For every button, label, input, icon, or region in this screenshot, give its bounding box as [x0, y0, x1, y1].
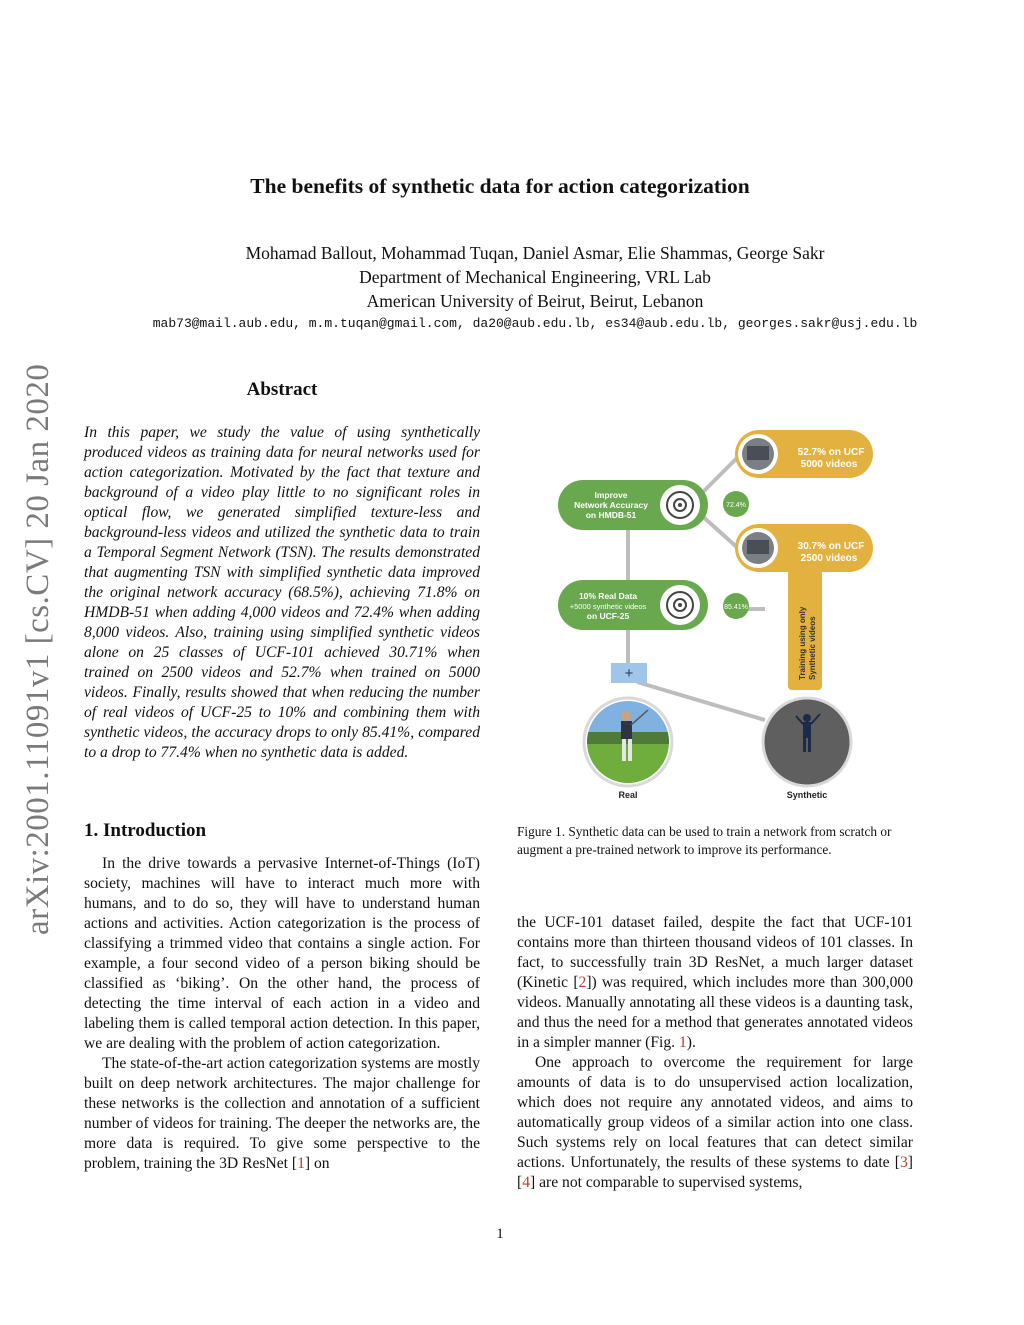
ucf-5000-line-2: 5000 videos: [800, 459, 858, 470]
right-p2-text-a: One approach to overcome the requirement for large amounts of data is to do unsupervised action localization, which does not require any annotated videos, and aims to automatically group videos of a similar action into one class. Such systems rely on local features that can detect similar actions. Unfortunately, the results of these systems to date [: [517, 1054, 913, 1171]
hmdb-line-2: Network Accuracy: [574, 500, 648, 510]
vertical-label-1: Training using only: [798, 606, 807, 680]
right-paragraph-2: [517, 1053, 913, 1193]
real-label: Real: [618, 790, 638, 800]
author-university: American University of Beirut, Beirut, Lebanon: [366, 291, 704, 311]
right-p2-text-mid: ][: [517, 1154, 913, 1191]
intro-paragraph-2: [84, 1054, 480, 1174]
right-p2-text-b: ] are not comparable to supervised systems,: [530, 1174, 803, 1191]
arxiv-side-stamp: arXiv:2001.11091v1 [cs.CV] 20 Jan 2020: [20, 363, 56, 935]
abstract-heading: Abstract: [246, 379, 318, 400]
figure-1-diagram: [540, 420, 940, 810]
right-paragraph-1: [517, 913, 913, 1053]
right-p1-text-c: ).: [686, 1034, 696, 1051]
right-column-body: [517, 913, 913, 1193]
right-p1-text-a: the UCF-101 dataset failed, despite the fact that UCF-101 contains more than thirteen thousand videos of 101 classes. In fact, to successfully train 3D ResNet, a much larger dataset (Kinetic [: [517, 914, 913, 991]
intro-p2-text-a: The state-of-the-art action categorization systems are mostly built on deep network architectures. The major challenge for these networks is the collection and annotation of a sufficient number of videos for training. The deeper the networks are, the more data is required. To give some perspective to the problem, training the 3D ResNet [: [84, 1055, 480, 1172]
paper-title: The benefits of synthetic data for action categorization: [250, 174, 750, 198]
video-frame-icon: [747, 446, 769, 460]
ucf-2500-line-2: 2500 videos: [800, 553, 858, 564]
hmdb-line-1: Improve: [594, 490, 628, 500]
citation-link-3[interactable]: 3: [900, 1154, 908, 1171]
right-p1-text-b: ]) was required, which includes more than 300,000 videos. Manually annotating all these videos is a daunting task, and thus the need for a method that generates annotated videos in a simpler manner (Fig.: [517, 974, 914, 1051]
video-frame-icon: [747, 540, 769, 554]
ucf-2500-line-1: 30.7% on UCF: [797, 541, 865, 552]
synthetic-video-frame: [763, 698, 851, 786]
citation-link-4[interactable]: 4: [522, 1174, 530, 1191]
real-10-accuracy-value: 85.41%: [724, 604, 748, 611]
real-10-line-3: on UCF-25: [586, 611, 630, 621]
author-emails: mab73@mail.aub.edu, m.m.tuqan@gmail.com, da20@aub.edu.lb, es34@aub.edu.lb, georges.sakr@usj.edu.lb: [152, 316, 918, 331]
citation-link-1[interactable]: 1: [297, 1155, 305, 1172]
vertical-label-2: Synthetic videos: [808, 616, 817, 680]
author-block: [0, 241, 1024, 313]
plus-sign: +: [624, 665, 634, 682]
page-number: 1: [496, 1226, 504, 1242]
real-10-line-1: 10% Real Data: [578, 591, 638, 601]
real-10-line-2: +5000 synthetic videos: [569, 602, 647, 611]
figure-1: [540, 420, 940, 810]
synthetic-label: Synthetic: [786, 790, 828, 800]
figure-ref-link[interactable]: 1: [678, 1034, 687, 1051]
abstract-text: In this paper, we study the value of using synthetically produced videos as training data for neural networks used for action categorization. Motivated by the fact that texture and background of a video play little to no significant roles in optical flow, we generated simplified texture-less and background-less videos and utilized the synthetic data to train a Temporal Segment Network (TSN). The results demonstrated that augmenting TSN with simplified synthetic data improved the original network accuracy (68.5%), achieving 71.8% on HMDB-51 when adding 4,000 videos and 72.4% when adding 8,000 videos. Also, training using simplified synthetic videos alone on 25 classes of UCF-101 achieved 30.71% when trained on 2500 videos and 52.7% when trained on 5000 videos. Finally, results showed that when reducing the number of real videos of UCF-25 to 10% and combining them with synthetic videos, the accuracy drops to only 85.41%, compared to a drop to 77.4% when no synthetic data is added.: [84, 424, 480, 761]
citation-link-2[interactable]: 2: [578, 974, 587, 991]
ucf-5000-line-1: 52.7% on UCF: [797, 447, 865, 458]
author-department: Department of Mechanical Engineering, VRL Lab: [359, 267, 711, 287]
introduction-body: [84, 854, 480, 1174]
author-names: Mohamad Ballout, Mohammad Tuqan, Daniel Asmar, Elie Shammas, George Sakr: [245, 243, 825, 263]
intro-paragraph-1: In the drive towards a pervasive Internet-of-Things (IoT) society, machines will have to interact much more with humans, and to do so, they will have to understand human actions and activities. Action categorization is the process of classifying a trimmed video that contains a single action. For example, a four second video of a person biking should be classified as ‘biking’. On the other hand, the process of detecting the time interval of each action in a video and labeling them is called temporal action detection. In this paper, we are dealing with the problem of action categorization.: [84, 855, 480, 1052]
target-icon-center: [678, 603, 682, 607]
hmdb-line-3: on HMDB-51: [585, 510, 637, 520]
hmdb-accuracy-value: 72.4%: [726, 502, 746, 509]
intro-p2-text-b: ] on: [304, 1155, 330, 1172]
figure-1-caption: Figure 1. Synthetic data can be used to train a network from scratch or augment a pre-trained network to improve its performance.: [517, 824, 892, 857]
target-icon-center: [678, 503, 682, 507]
introduction-heading: 1. Introduction: [84, 820, 207, 841]
